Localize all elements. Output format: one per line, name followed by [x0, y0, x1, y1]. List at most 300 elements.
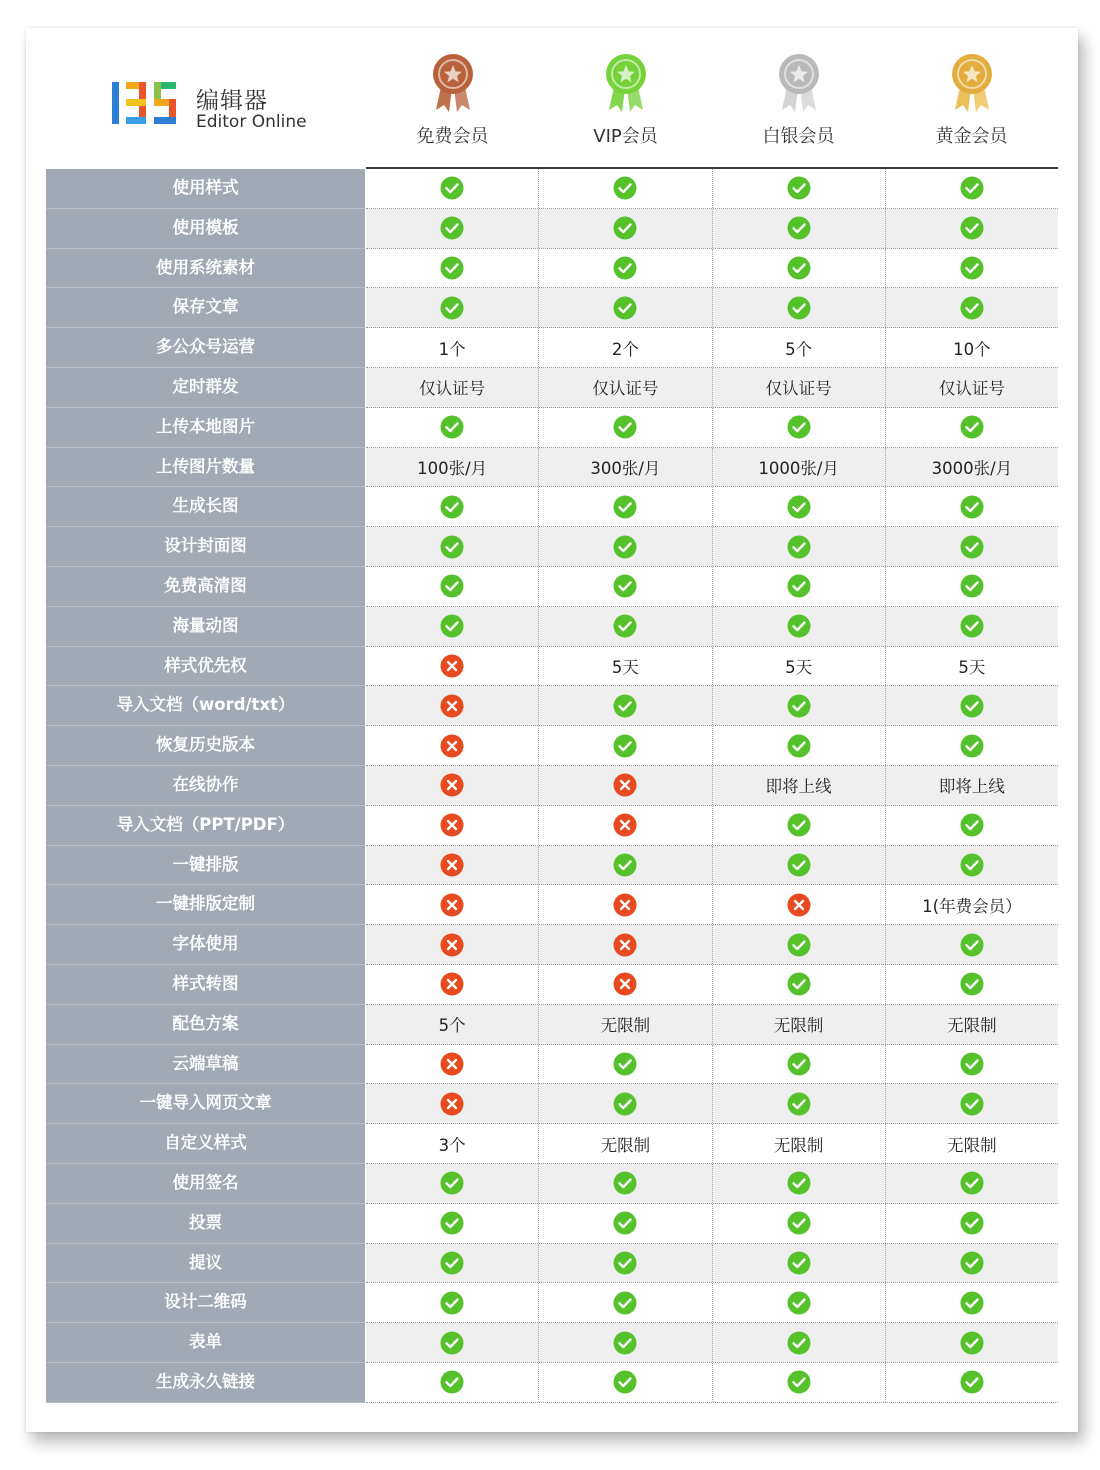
feature-label: 生成长图: [46, 487, 365, 527]
feature-cell: [886, 288, 1058, 327]
check-icon: [440, 1171, 464, 1195]
cross-icon: [613, 773, 637, 797]
check-icon: [787, 1331, 811, 1355]
check-icon: [440, 415, 464, 439]
feature-cell: [713, 448, 886, 487]
feature-value: 5天: [611, 657, 639, 677]
feature-label: 使用系统素材: [46, 249, 365, 289]
check-icon: [787, 256, 811, 280]
feature-cell: [366, 288, 539, 327]
check-icon: [787, 853, 811, 877]
tier-label: 白银会员: [762, 126, 835, 147]
feature-label: 云端草稿: [46, 1045, 365, 1085]
feature-cell: [886, 368, 1058, 407]
feature-label: 配色方案: [46, 1005, 365, 1045]
feature-cell: [539, 527, 712, 566]
green-medal-icon: [603, 52, 649, 114]
table-row: [366, 1244, 1058, 1284]
feature-label: 海量动图: [46, 607, 365, 647]
feature-cell: [886, 1363, 1058, 1402]
feature-cell: [366, 1244, 539, 1283]
check-icon: [440, 1211, 464, 1235]
cross-icon: [613, 972, 637, 996]
cross-icon: [613, 893, 637, 917]
check-icon: [613, 296, 637, 320]
check-icon: [787, 535, 811, 559]
cross-icon: [440, 813, 464, 837]
check-icon: [960, 1331, 984, 1355]
table-row: [366, 1124, 1058, 1164]
feature-cell: [886, 1005, 1058, 1044]
check-icon: [440, 296, 464, 320]
feature-cell: [713, 328, 886, 367]
check-icon: [960, 734, 984, 758]
feature-label: 上传本地图片: [46, 408, 365, 448]
feature-label: 恢复历史版本: [46, 726, 365, 766]
feature-cell: [886, 965, 1058, 1004]
feature-cell: [886, 1204, 1058, 1243]
check-icon: [787, 216, 811, 240]
feature-cell: [539, 487, 712, 526]
feature-cell: [713, 209, 886, 248]
feature-label: 保存文章: [46, 288, 365, 328]
check-icon: [787, 614, 811, 638]
feature-cell: [366, 647, 539, 686]
feature-grid: [366, 169, 1058, 1403]
feature-cell: [539, 1204, 712, 1243]
table-row: [366, 1084, 1058, 1124]
tier-label: VIP会员: [593, 126, 658, 147]
feature-cell: [539, 1005, 712, 1044]
cross-icon: [440, 972, 464, 996]
check-icon: [440, 1291, 464, 1315]
feature-cell: [366, 1323, 539, 1362]
feature-cell: [713, 288, 886, 327]
feature-cell: [713, 686, 886, 725]
feature-cell: [886, 846, 1058, 885]
tier-header: [712, 52, 885, 148]
check-icon: [613, 495, 637, 519]
logo-135-mark: [110, 78, 180, 130]
feature-value: 仅认证号: [419, 379, 486, 399]
feature-cell: [366, 487, 539, 526]
feature-label: 导入文档（PPT/PDF）: [46, 806, 365, 846]
feature-cell: [713, 169, 886, 208]
feature-cell: [366, 1005, 539, 1044]
table-row: [366, 925, 1058, 965]
bronze-medal-icon: [430, 52, 476, 114]
feature-value: 300张/月: [590, 458, 661, 478]
feature-cell: [539, 567, 712, 606]
check-icon: [440, 1251, 464, 1275]
feature-cell: [886, 1045, 1058, 1084]
feature-cell: [366, 607, 539, 646]
table-row: [366, 169, 1058, 209]
feature-cell: [539, 925, 712, 964]
check-icon: [613, 256, 637, 280]
check-icon: [960, 256, 984, 280]
check-icon: [787, 1171, 811, 1195]
feature-cell: [713, 647, 886, 686]
feature-cell: [713, 408, 886, 447]
feature-cell: [539, 1084, 712, 1123]
check-icon: [440, 256, 464, 280]
feature-label: 一键排版: [46, 846, 365, 886]
check-icon: [960, 574, 984, 598]
feature-cell: [886, 1244, 1058, 1283]
feature-cell: [886, 766, 1058, 805]
table-row: [366, 965, 1058, 1005]
feature-cell: [713, 249, 886, 288]
feature-label: 在线协作: [46, 766, 365, 806]
feature-value: 3000张/月: [931, 458, 1013, 478]
feature-value: 无限制: [947, 1016, 997, 1036]
feature-cell: [539, 249, 712, 288]
feature-cell: [539, 1283, 712, 1322]
check-icon: [613, 734, 637, 758]
feature-cell: [539, 169, 712, 208]
feature-cell: [713, 1005, 886, 1044]
feature-cell: [713, 925, 886, 964]
feature-cell: [713, 1124, 886, 1163]
feature-label: 一键导入网页文章: [46, 1084, 365, 1124]
feature-cell: [539, 328, 712, 367]
table-row: [366, 1283, 1058, 1323]
feature-cell: [539, 209, 712, 248]
check-icon: [960, 1171, 984, 1195]
feature-label: 免费高清图: [46, 567, 365, 607]
feature-label: 上传图片数量: [46, 448, 365, 488]
check-icon: [960, 1052, 984, 1076]
feature-cell: [366, 328, 539, 367]
check-icon: [960, 495, 984, 519]
feature-cell: [366, 1124, 539, 1163]
check-icon: [787, 1052, 811, 1076]
feature-cell: [713, 1323, 886, 1362]
check-icon: [613, 176, 637, 200]
feature-cell: [886, 408, 1058, 447]
feature-cell: [713, 846, 886, 885]
feature-label: 生成永久链接: [46, 1363, 365, 1403]
check-icon: [960, 415, 984, 439]
check-icon: [960, 1291, 984, 1315]
tier-label: 黄金会员: [935, 126, 1008, 147]
check-icon: [787, 296, 811, 320]
feature-cell: [886, 169, 1058, 208]
cross-icon: [440, 1092, 464, 1116]
feature-cell: [886, 647, 1058, 686]
tier-header: [366, 52, 539, 148]
feature-label: 多公众号运营: [46, 328, 365, 368]
feature-cell: [539, 726, 712, 765]
table-row: [366, 846, 1058, 886]
feature-label: 表单: [46, 1323, 365, 1363]
table-row: [366, 527, 1058, 567]
check-icon: [960, 296, 984, 320]
feature-label: 设计二维码: [46, 1283, 365, 1323]
feature-value: 无限制: [773, 1135, 824, 1155]
check-icon: [960, 1370, 984, 1394]
table-row: [366, 1323, 1058, 1363]
feature-value: 1000张/月: [758, 458, 839, 478]
feature-cell: [539, 408, 712, 447]
tier-header: [539, 52, 712, 148]
feature-cell: [713, 368, 886, 407]
feature-cell: [713, 726, 886, 765]
feature-label: 定时群发: [46, 368, 365, 408]
feature-value: 5个: [785, 339, 813, 359]
check-icon: [787, 734, 811, 758]
feature-value: 5天: [958, 657, 986, 677]
check-icon: [787, 1370, 811, 1394]
feature-cell: [539, 288, 712, 327]
feature-cell: [539, 806, 712, 845]
check-icon: [960, 216, 984, 240]
check-icon: [960, 813, 984, 837]
check-icon: [440, 1331, 464, 1355]
check-icon: [440, 216, 464, 240]
feature-cell: [539, 607, 712, 646]
check-icon: [440, 1370, 464, 1394]
feature-label: 样式转图: [46, 965, 365, 1005]
check-icon: [787, 813, 811, 837]
table-row: [366, 686, 1058, 726]
feature-cell: [366, 726, 539, 765]
table-row: [366, 1005, 1058, 1045]
logo-name-en: Editor Online: [196, 112, 307, 132]
feature-cell: [539, 1164, 712, 1203]
silver-medal-icon: [776, 52, 822, 114]
feature-cell: [366, 567, 539, 606]
feature-cell: [539, 368, 712, 407]
feature-cell: [886, 1124, 1058, 1163]
logo: [110, 78, 310, 138]
feature-value: 无限制: [600, 1135, 651, 1155]
feature-cell: [539, 1244, 712, 1283]
check-icon: [613, 415, 637, 439]
feature-cell: [886, 885, 1058, 924]
check-icon: [613, 1171, 637, 1195]
cross-icon: [440, 654, 464, 678]
check-icon: [440, 176, 464, 200]
check-icon: [440, 535, 464, 559]
check-icon: [613, 1370, 637, 1394]
tier-label: 免费会员: [416, 126, 489, 147]
feature-cell: [539, 766, 712, 805]
feature-cell: [886, 1084, 1058, 1123]
feature-value: 3个: [438, 1135, 466, 1155]
table-row: [366, 408, 1058, 448]
feature-cell: [366, 448, 539, 487]
check-icon: [960, 694, 984, 718]
table-row: [366, 726, 1058, 766]
feature-cell: [713, 1084, 886, 1123]
table-row: [366, 328, 1058, 368]
check-icon: [960, 535, 984, 559]
feature-label: 投票: [46, 1204, 365, 1244]
feature-cell: [886, 925, 1058, 964]
feature-cell: [366, 169, 539, 208]
check-icon: [787, 972, 811, 996]
table-row: [366, 1164, 1058, 1204]
feature-cell: [886, 1323, 1058, 1362]
feature-cell: [713, 1164, 886, 1203]
table-row: [366, 806, 1058, 846]
feature-cell: [366, 1283, 539, 1322]
check-icon: [613, 1052, 637, 1076]
check-icon: [960, 1251, 984, 1275]
table-row: [366, 607, 1058, 647]
feature-label: 使用样式: [46, 169, 365, 209]
feature-cell: [539, 1045, 712, 1084]
cross-icon: [440, 773, 464, 797]
feature-label-column: [46, 169, 365, 1403]
feature-value: 无限制: [773, 1016, 824, 1036]
feature-value: 5个: [438, 1016, 466, 1036]
tier-header: [885, 52, 1058, 148]
cross-icon: [787, 893, 811, 917]
table-row: [366, 1045, 1058, 1085]
feature-cell: [366, 527, 539, 566]
check-icon: [613, 216, 637, 240]
feature-cell: [366, 209, 539, 248]
feature-label: 字体使用: [46, 925, 365, 965]
feature-cell: [539, 846, 712, 885]
feature-value: 无限制: [947, 1135, 997, 1155]
check-icon: [613, 574, 637, 598]
cross-icon: [613, 933, 637, 957]
feature-cell: [539, 885, 712, 924]
feature-cell: [713, 1283, 886, 1322]
check-icon: [613, 1092, 637, 1116]
feature-cell: [366, 686, 539, 725]
feature-cell: [713, 1204, 886, 1243]
check-icon: [613, 1251, 637, 1275]
feature-cell: [713, 1045, 886, 1084]
feature-cell: [886, 726, 1058, 765]
check-icon: [440, 574, 464, 598]
feature-value: 5天: [785, 657, 813, 677]
table-row: [366, 288, 1058, 328]
cross-icon: [440, 933, 464, 957]
check-icon: [613, 1291, 637, 1315]
feature-label: 设计封面图: [46, 527, 365, 567]
feature-cell: [366, 766, 539, 805]
feature-cell: [366, 1164, 539, 1203]
feature-label: 提议: [46, 1244, 365, 1284]
check-icon: [787, 1092, 811, 1116]
check-icon: [960, 1092, 984, 1116]
feature-cell: [366, 368, 539, 407]
feature-cell: [366, 1204, 539, 1243]
feature-cell: [539, 448, 712, 487]
check-icon: [960, 933, 984, 957]
feature-value: 仅认证号: [938, 379, 1005, 399]
check-icon: [787, 933, 811, 957]
feature-cell: [886, 249, 1058, 288]
check-icon: [787, 1291, 811, 1315]
cross-icon: [440, 1052, 464, 1076]
table-row: [366, 368, 1058, 408]
feature-cell: [713, 527, 886, 566]
feature-value: 仅认证号: [765, 379, 832, 399]
feature-value: 2个: [611, 339, 639, 359]
feature-cell: [713, 766, 886, 805]
cross-icon: [440, 893, 464, 917]
table-row: [366, 647, 1058, 687]
check-icon: [613, 1211, 637, 1235]
check-icon: [440, 495, 464, 519]
feature-cell: [886, 328, 1058, 367]
check-icon: [960, 972, 984, 996]
feature-cell: [366, 846, 539, 885]
check-icon: [613, 853, 637, 877]
table-row: [366, 766, 1058, 806]
feature-cell: [539, 1124, 712, 1163]
feature-cell: [713, 487, 886, 526]
feature-cell: [539, 965, 712, 1004]
feature-label: 样式优先权: [46, 647, 365, 687]
table-row: [366, 487, 1058, 527]
table-row: [366, 885, 1058, 925]
feature-value: 无限制: [600, 1016, 651, 1036]
check-icon: [787, 694, 811, 718]
table-row: [366, 249, 1058, 289]
feature-cell: [366, 249, 539, 288]
feature-value: 1个: [438, 339, 466, 359]
feature-cell: [886, 1164, 1058, 1203]
feature-cell: [539, 647, 712, 686]
feature-cell: [886, 567, 1058, 606]
feature-cell: [886, 487, 1058, 526]
table-row: [366, 209, 1058, 249]
feature-cell: [713, 806, 886, 845]
feature-value: 100张/月: [417, 458, 488, 478]
table-row: [366, 1204, 1058, 1244]
feature-label: 使用模板: [46, 209, 365, 249]
cross-icon: [613, 813, 637, 837]
feature-cell: [366, 1045, 539, 1084]
feature-cell: [713, 1244, 886, 1283]
feature-cell: [539, 1363, 712, 1402]
check-icon: [960, 853, 984, 877]
feature-cell: [366, 408, 539, 447]
check-icon: [613, 1331, 637, 1355]
feature-cell: [539, 686, 712, 725]
feature-cell: [713, 567, 886, 606]
feature-value: 仅认证号: [592, 379, 659, 399]
feature-cell: [366, 885, 539, 924]
feature-cell: [713, 965, 886, 1004]
check-icon: [787, 176, 811, 200]
check-icon: [787, 1211, 811, 1235]
feature-label: 使用签名: [46, 1164, 365, 1204]
check-icon: [787, 1251, 811, 1275]
gold-medal-icon: [949, 52, 995, 114]
feature-label: 导入文档（word/txt）: [46, 686, 365, 726]
check-icon: [613, 535, 637, 559]
feature-cell: [713, 885, 886, 924]
check-icon: [960, 614, 984, 638]
feature-cell: [713, 1363, 886, 1402]
feature-cell: [886, 527, 1058, 566]
feature-cell: [886, 1283, 1058, 1322]
feature-cell: [366, 1084, 539, 1123]
table-row: [366, 1363, 1058, 1403]
check-icon: [440, 614, 464, 638]
cross-icon: [440, 734, 464, 758]
table-row: [366, 567, 1058, 607]
